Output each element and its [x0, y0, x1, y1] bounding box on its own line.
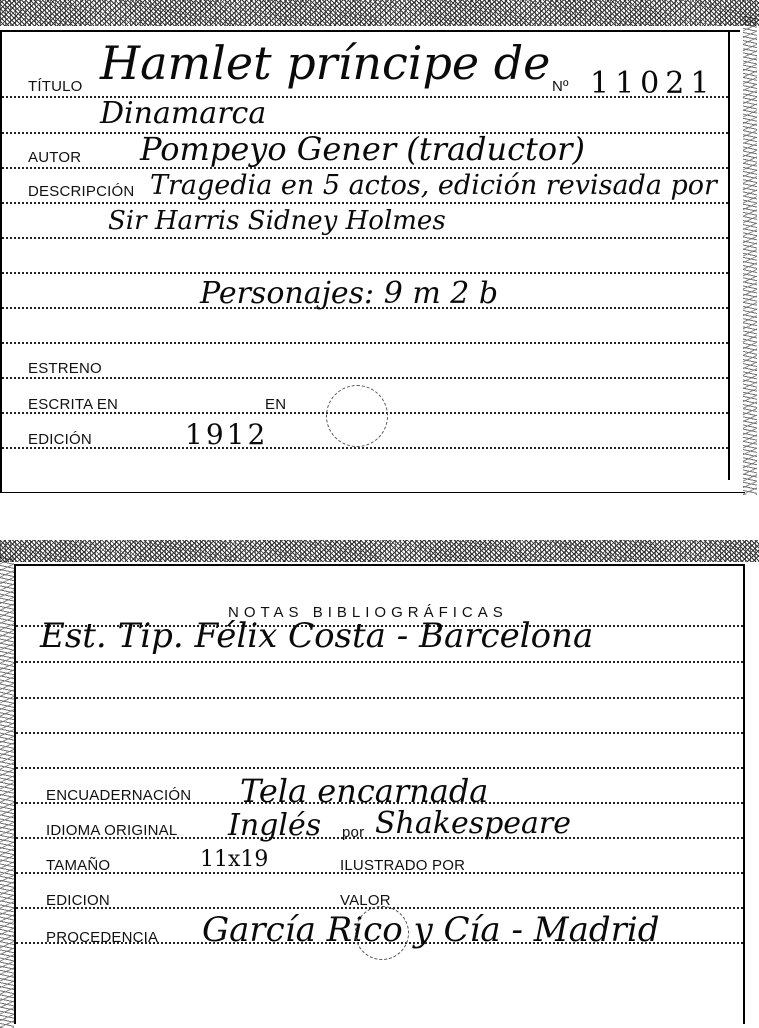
valor-label: VALOR [340, 892, 391, 909]
descripcion-label: DESCRIPCIÓN [28, 183, 135, 200]
edicion-value: 1912 [185, 418, 269, 451]
ruled-line [16, 767, 743, 769]
titulo-continuation: Dinamarca [100, 96, 267, 131]
ruled-line [2, 202, 728, 204]
ruled-line [2, 272, 728, 274]
ruled-line [2, 237, 728, 239]
descripcion-continuation: Sir Harris Sidney Holmes [108, 206, 446, 236]
card-frame-left [14, 564, 16, 1024]
estreno-label: ESTRENO [28, 360, 102, 377]
ruled-line [2, 342, 728, 344]
notas-value: Est. Tip. Félix Costa - Barcelona [40, 616, 594, 656]
library-stamp [326, 385, 388, 447]
titulo-label: TÍTULO [28, 78, 83, 95]
scan-noise-edge [743, 16, 757, 495]
catalog-card-back [0, 540, 759, 1028]
descripcion-value: Tragedia en 5 actos, edición revisada por [150, 170, 717, 201]
card-frame-bottom [0, 492, 745, 493]
edicion-label: EDICION [46, 892, 110, 909]
card-frame-right [743, 564, 745, 1024]
autor-value: Pompeyo Gener (traductor) [140, 130, 585, 168]
en-label: EN [265, 396, 287, 413]
scan-noise-edge [0, 556, 14, 1028]
library-stamp [355, 906, 409, 960]
scan-noise-band [0, 0, 759, 26]
catalog-card-front [0, 0, 759, 495]
idioma-original-label: IDIOMA ORIGINAL [46, 822, 178, 839]
edicion-label: EDICIÓN [28, 431, 92, 448]
notas-bibliograficas-title: NOTAS BIBLIOGRÁFICAS [228, 604, 508, 621]
ruled-line [16, 661, 743, 663]
ilustrado-por-label: ILUSTRADO POR [340, 857, 466, 874]
card-frame-right [728, 30, 730, 480]
procedencia-value: García Rico y Cía - Madrid [202, 910, 660, 950]
encuadernacion-label: ENCUADERNACIÓN [46, 787, 192, 804]
personajes-value: Personajes: 9 m 2 b [200, 276, 499, 311]
procedencia-label: PROCEDENCIA [46, 929, 159, 946]
numero-label: Nº [552, 78, 569, 95]
scan-noise-band [0, 540, 759, 562]
ruled-line [2, 377, 728, 379]
titulo-value: Hamlet príncipe de [100, 36, 551, 90]
por-label: por [342, 824, 365, 841]
encuadernacion-value: Tela encarnada [240, 772, 489, 810]
card-frame-left [0, 30, 2, 492]
idioma-original-value: Inglés [228, 808, 322, 843]
card-frame-top [14, 564, 745, 566]
ruled-line [16, 732, 743, 734]
card-frame-top [0, 30, 740, 32]
idioma-autor-value: Shakespeare [375, 806, 572, 841]
autor-label: AUTOR [28, 149, 82, 166]
tamano-value: 11x19 [200, 847, 269, 872]
numero-value: 11021 [590, 66, 716, 101]
tamano-label: TAMAÑO [46, 857, 111, 874]
escrita-en-label: ESCRITA EN [28, 396, 119, 413]
ruled-line [16, 697, 743, 699]
ruled-line [2, 447, 728, 449]
